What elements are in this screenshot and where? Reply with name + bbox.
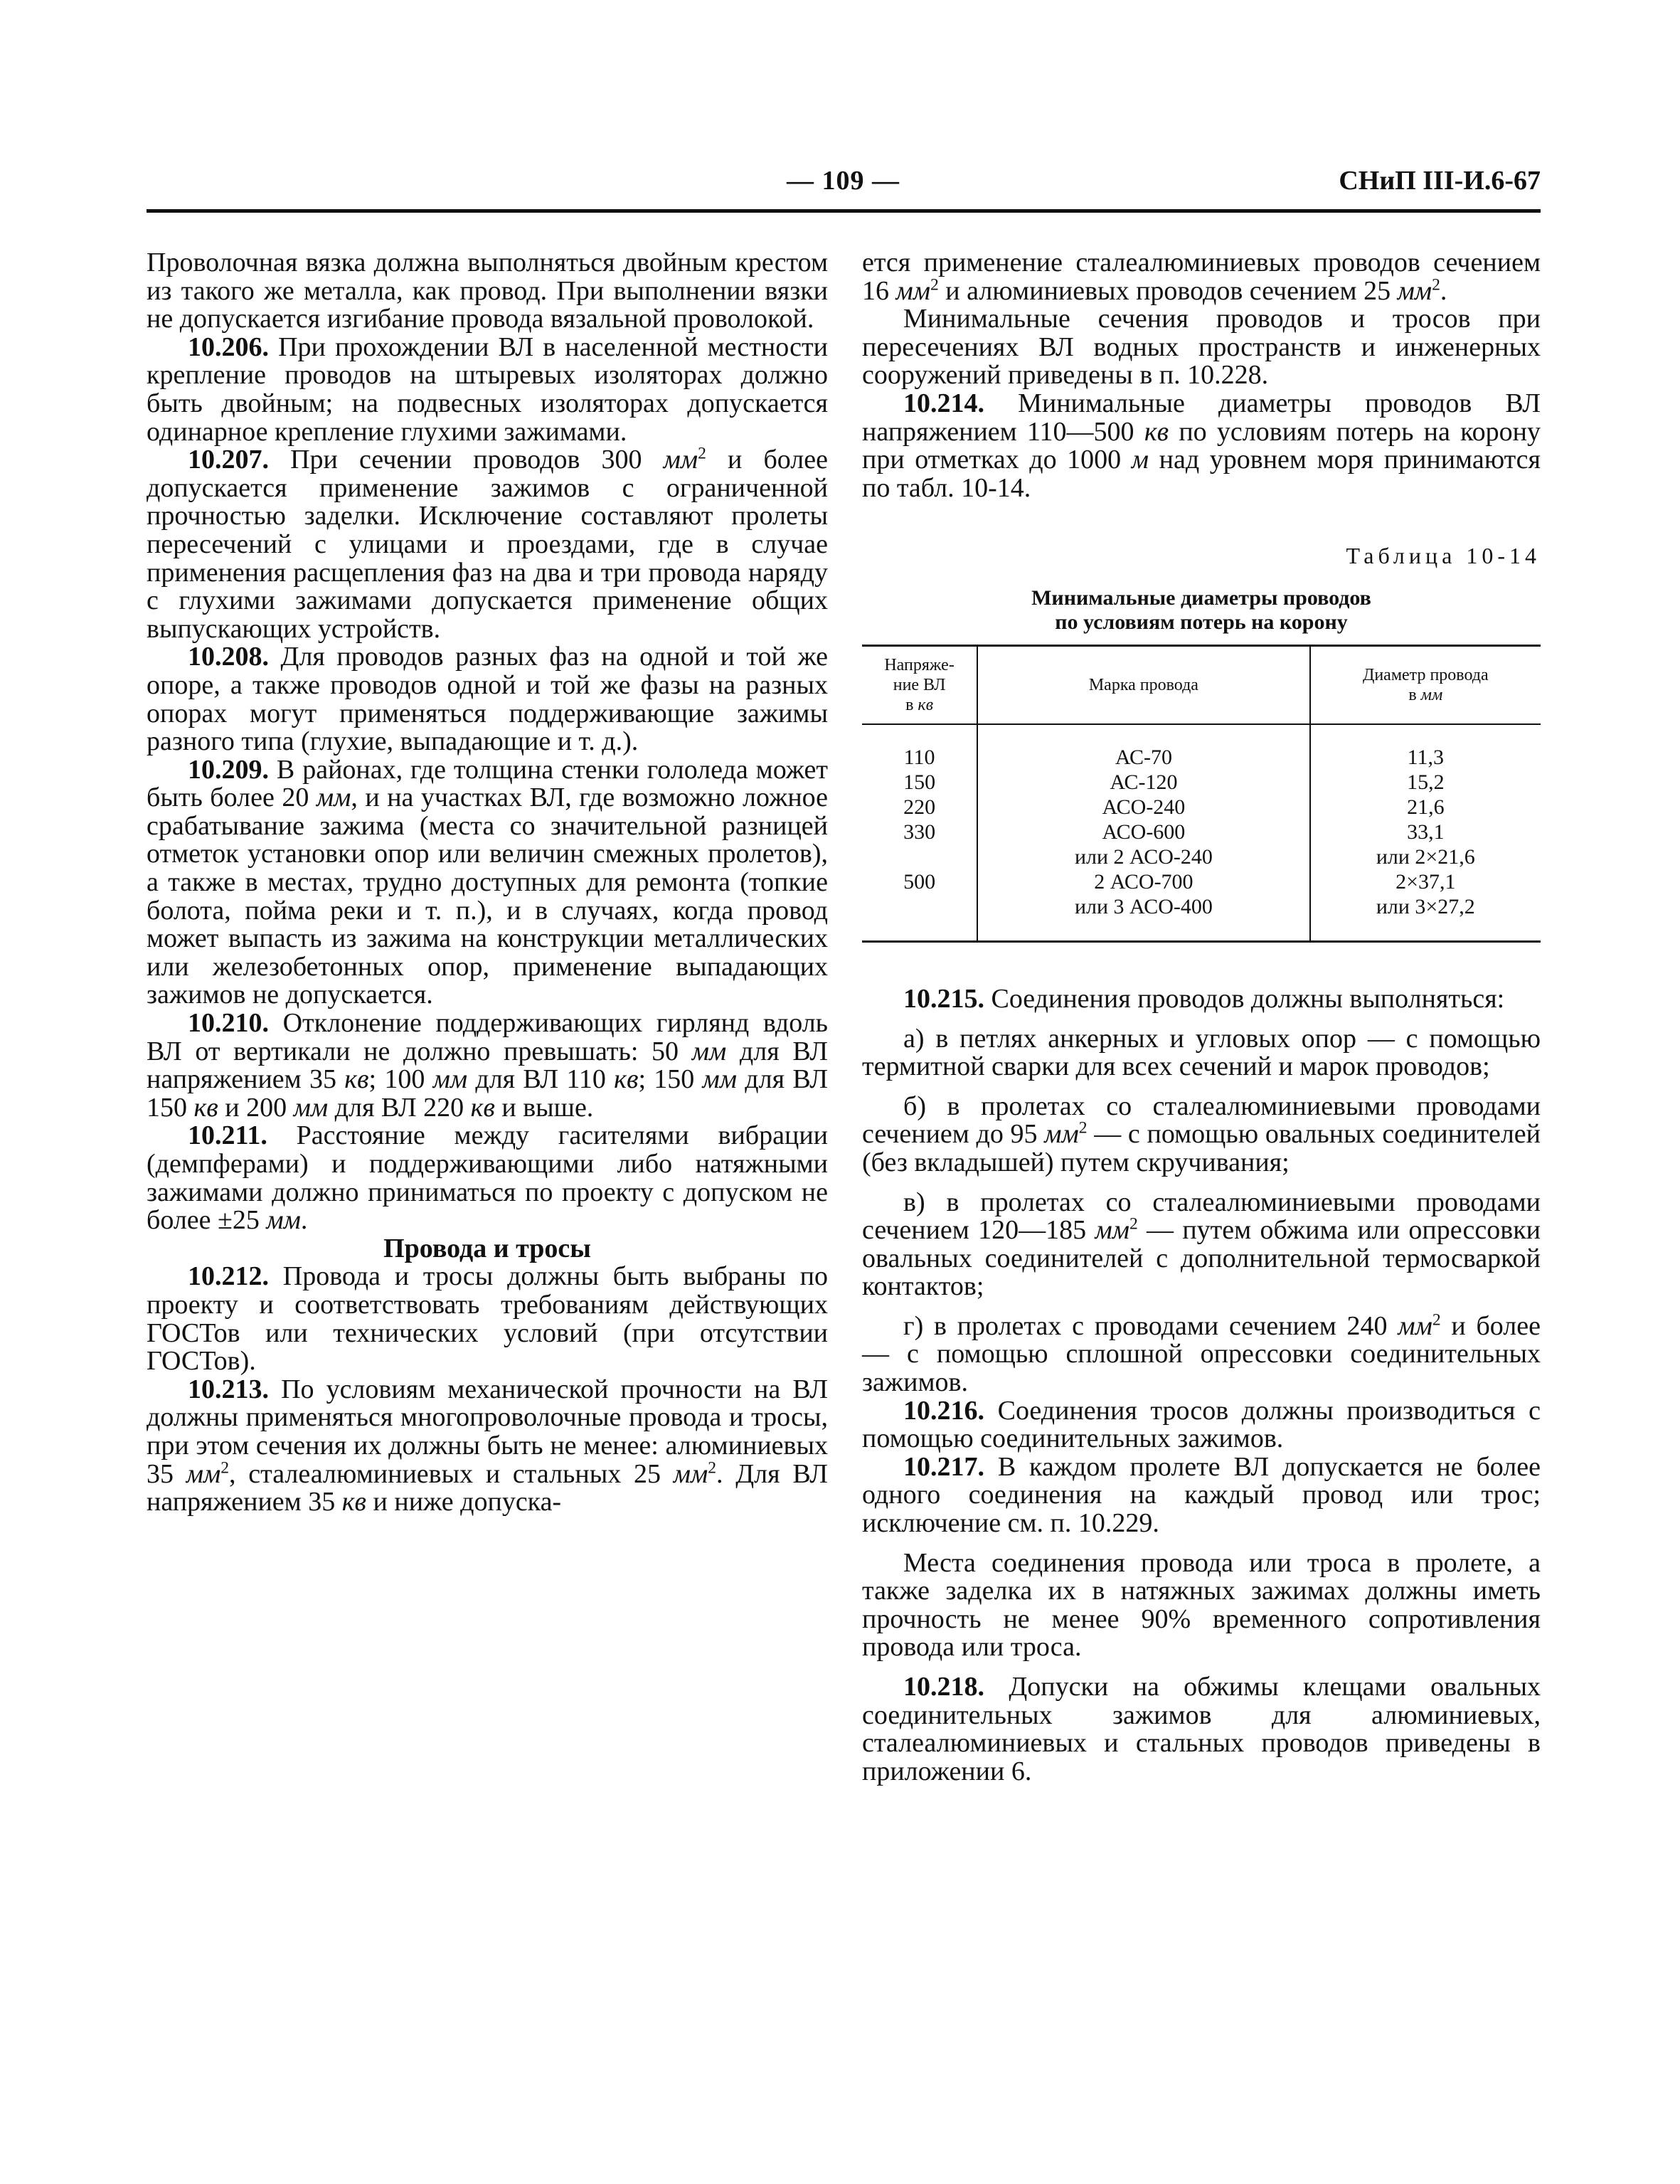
table-row: [862, 724, 1541, 942]
header-diameter: Диаметр провода в мм: [1310, 645, 1541, 724]
document-code: СНиП III-И.6-67: [1339, 166, 1541, 196]
voltage-cell: 110 150 220 330 500: [862, 724, 977, 942]
clause-10-217: 10.217. В каждом пролете ВЛ допускается не более одного соединения на каждый провод или трос; исключение см. п. 10.229.: [862, 1451, 1541, 1539]
clause-10-212: 10.212. Провода и тросы должны быть выбраны по проекту и соответствовать требованиям действующих ГОСТов или технических условий (при отсутствии ГОСТов).: [147, 1261, 828, 1377]
clause-10-208: 10.208. Для проводов разных фаз на одной и той же опоре, а также проводов одной и той же фазы на разных опорах могут применяться поддерживающие зажимы разного типа (глухие, выпадающие и т. д.).: [147, 642, 828, 757]
clause-10-210: 10.210. Отклонение поддерживающих гирлянд вдоль ВЛ от вертикали не должно превышать: 50 мм для ВЛ напряжением 35 кв; 100 мм для ВЛ 110 кв; 150 мм для ВЛ 150 кв и 200 мм для ВЛ 220 кв и выше.: [147, 1008, 829, 1123]
clause-10-215-a: а) в петлях анкерных и угловых опор — с помощью термитной сварки для всех сечений и марок проводов;: [862, 1023, 1541, 1082]
header-rule: [147, 209, 1541, 213]
paragraph-min-sections: Минимальные сечения проводов и тросов при пересечениях ВЛ водных пространств и инженерных сооружений приведены в п. 10.228.: [862, 304, 1541, 391]
clause-10-214: 10.214. Минимальные диаметры проводов ВЛ напряжением 110—500 кв по условиям потерь на корону при отметках до 1000 м над уровнем моря принимаются по табл. 10-14.: [862, 388, 1541, 503]
clause-10-218: 10.218. Допуски на обжимы клещами овальных соединительных зажимов для алюминиевых, сталеалюминиевых и стальных проводов приведены в приложении 6.: [862, 1672, 1541, 1786]
clause-10-209: 10.209. В районах, где толщина стенки гололеда может быть более 20 мм, и на участках ВЛ, где возможно ложное срабатывание зажима (места со значительной разницей отметок установки опор или величин смежных пролетов), а также в местах, трудно доступных для ремонта (топкие болота, пойма реки и т. п.), и в случаях, когда провод может выпасть из зажима на конструкции металлических или железобетонных опор, применение выпадающих зажимов не допускается.: [147, 754, 828, 1010]
clause-10-215-b: б) в пролетах со сталеалюминиевыми проводами сечением до 95 $мм^2$ — с помощью овальных соединителей (без вкладышей) путем скручивания;: [862, 1091, 1541, 1177]
clause-10-206: 10.206. При прохождении ВЛ в населенной местности крепление проводов на штыревых изоляторах должно быть двойным; на подвесных изоляторах допускается одинарное крепление глухими зажимами.: [147, 332, 828, 447]
clause-10-213: 10.213. По условиям механической прочности на ВЛ должны применяться многопроволочные провода и тросы, при этом сечения их должны быть не менее: алюминиевых 35 $мм^2$, сталеалюминиевых и стальных 25 $мм^2$. Для ВЛ напряжением 35 кв и ниже допуска-: [147, 1374, 828, 1517]
clause-10-211: 10.211. Расстояние между гасителями вибрации (демпферами) и поддерживающими либо натяжными зажимами должно приниматься по проекту с допуском не более ±25 мм.: [147, 1120, 828, 1236]
clause-10-207: 10.207. При сечении проводов 300 $мм^2$ и более допускается применение зажимов с ограниченной прочностью заделки. Исключение составляют пролеты пересечений с улицами и проездами, где в случае применения расщепления фаз на два и три провода наряду с глухими зажимами допускается применение общих выпускающих устройств.: [147, 444, 828, 644]
diameter-cell: 11,3 15,2 21,6 33,1 или 2×21,6 2×37,1 или 3×27,2: [1310, 724, 1541, 942]
diameter-table: [862, 645, 1541, 943]
page-number: — 109 —: [787, 166, 900, 196]
paragraph-continuation: Проволочная вязка должна выполняться двойным крестом из такого же металла, как провод. При выполнении вязки не допускается изгибание провода вязальной проволокой.: [147, 248, 828, 334]
table-caption: Минимальные диаметры проводов по условиям потерь на корону: [1031, 585, 1371, 634]
header-mark: Марка провода: [977, 645, 1309, 724]
right-column: [862, 249, 1541, 1786]
table-10-14: [862, 542, 1541, 943]
left-column: [147, 249, 828, 1517]
table-label: Таблица 10-14: [1346, 543, 1541, 569]
clause-10-215: 10.215. Соединения проводов должны выполняться:: [903, 983, 1505, 1014]
clause-10-215-c: в) в пролетах со сталеалюминиевыми проводами сечением 120—185 $мм^2$ — путем обжима или опрессовки овальных соединителей с дополнительной термосваркой контактов;: [862, 1187, 1541, 1302]
header-voltage: Напряже- ние ВЛ в кв: [862, 645, 977, 724]
paragraph-continuation-right: ется применение сталеалюминиевых проводов сечением 16 $мм^2$ и алюминиевых проводов сечением 25 $мм^2$.: [862, 248, 1541, 306]
clause-10-217-cont: Места соединения провода или троса в пролете, а также заделка их в натяжных зажимах должны иметь прочность не менее 90% временного сопротивления провода или троса.: [862, 1547, 1541, 1663]
table-header-row: [862, 645, 1541, 724]
clause-10-216: 10.216. Соединения тросов должны производиться с помощью соединительных зажимов.: [862, 1395, 1541, 1454]
mark-cell: АС-70 АС-120 АСО-240 АСО-600 или 2 АСО-240 2 АСО-700 или 3 АСО-400: [977, 724, 1309, 942]
section-title: Провода и тросы: [383, 1233, 591, 1263]
page-header: [147, 165, 1541, 208]
clause-10-215-d: г) в пролетах с проводами сечением 240 $мм^2$ и более — с помощью сплошной опрессовки соединительных зажимов.: [862, 1310, 1541, 1398]
